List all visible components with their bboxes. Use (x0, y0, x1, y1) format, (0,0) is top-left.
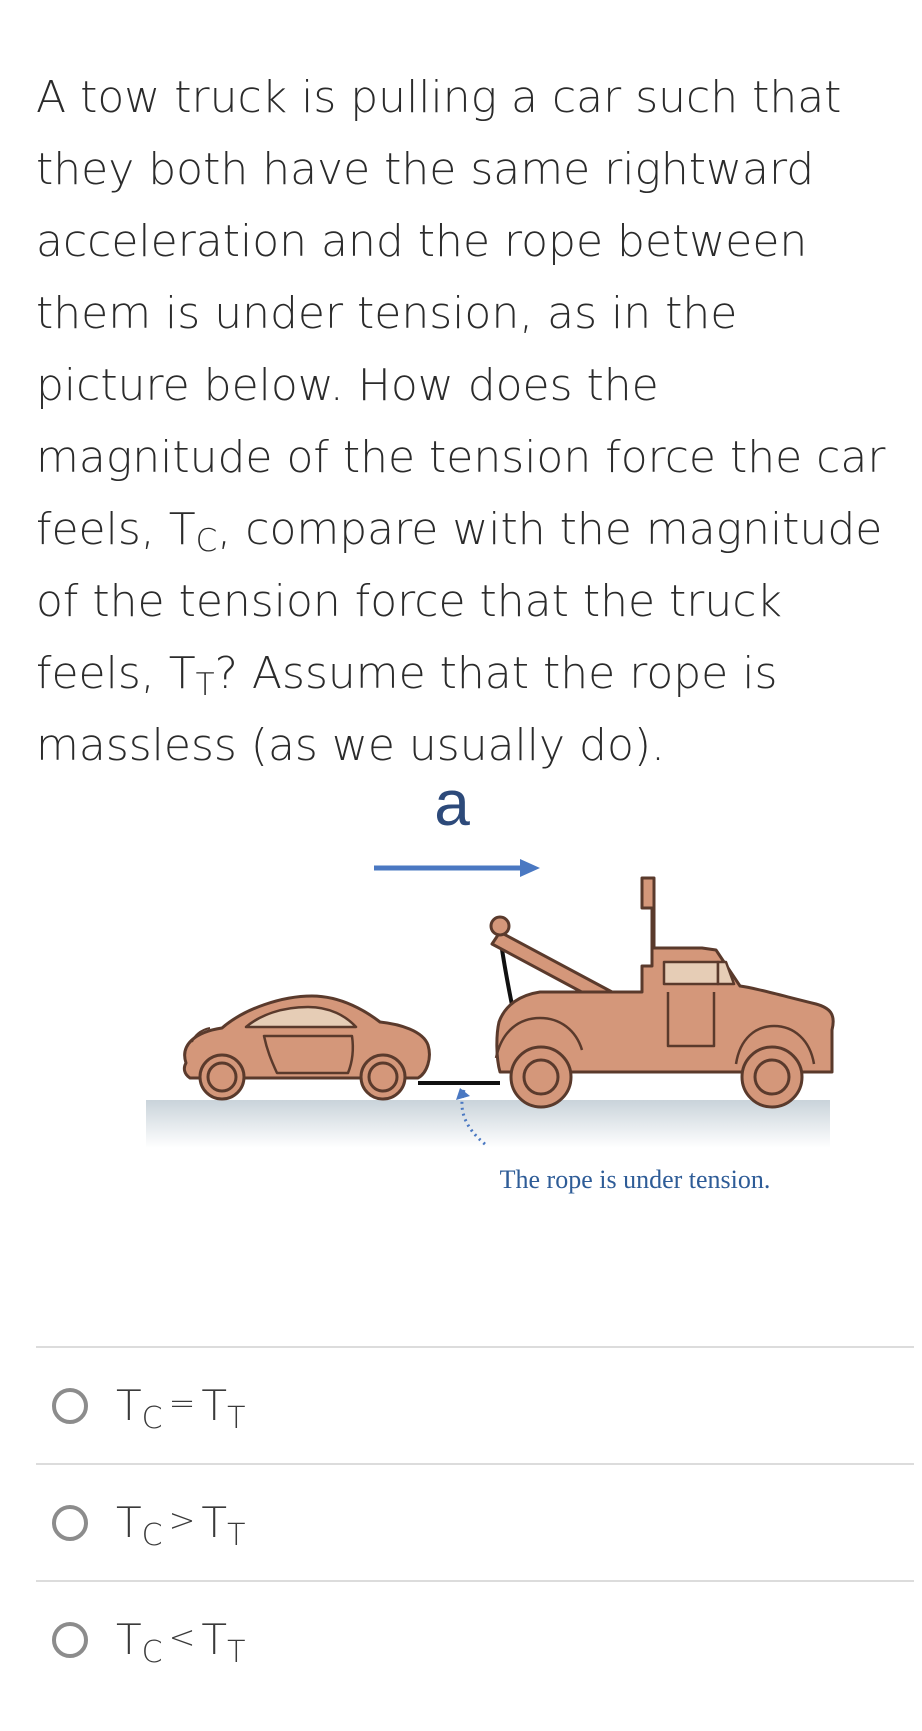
option-sub-c: C (141, 1518, 163, 1553)
radio-button-greater[interactable] (52, 1505, 88, 1541)
tow-truck-figure (0, 760, 922, 1230)
option-sub-c: C (141, 1635, 163, 1670)
option-base-tt: T (201, 1498, 228, 1547)
question-part-1: A tow truck is pulling a car such that they both have the same rightward acceleration and the rope between them is under tension, as in the picture below. How does the magnitude of the tension force the car feels, T (36, 72, 886, 555)
option-operator: < (168, 1618, 196, 1656)
answer-options (36, 1346, 914, 1697)
option-greater-label (116, 1498, 246, 1553)
option-sub-t: T (227, 1518, 246, 1553)
radio-button-less[interactable] (52, 1622, 88, 1658)
subscript-t: T (195, 667, 215, 703)
acceleration-label: a (434, 767, 470, 839)
question-part-3: ? Assume that the rope is massless (as we usually do). (36, 648, 778, 771)
option-base-tt: T (201, 1381, 228, 1430)
option-base-tt: T (201, 1615, 228, 1664)
acceleration-arrow (374, 859, 540, 877)
car (184, 996, 429, 1099)
option-equal[interactable] (36, 1346, 914, 1463)
subscript-c: C (195, 523, 218, 559)
option-base-tc: T (116, 1498, 142, 1547)
option-equal-label (116, 1381, 246, 1436)
question-part-2: , compare with the magnitude of the tension force that the truck feels, T (36, 504, 883, 699)
option-sub-t: T (227, 1401, 246, 1436)
tow-truck (491, 878, 833, 1107)
road (146, 1100, 830, 1148)
option-sub-c: C (141, 1401, 163, 1436)
rope-caption: The rope is under tension. (499, 1165, 771, 1194)
radio-button-equal[interactable] (52, 1388, 88, 1424)
option-operator: = (168, 1384, 196, 1422)
option-less-label (116, 1615, 246, 1670)
option-greater[interactable] (36, 1463, 914, 1580)
option-operator: > (168, 1501, 196, 1539)
option-base-tc: T (116, 1381, 142, 1430)
option-less[interactable] (36, 1580, 914, 1697)
question-text (36, 62, 896, 782)
option-base-tc: T (116, 1615, 142, 1664)
option-sub-t: T (227, 1635, 246, 1670)
